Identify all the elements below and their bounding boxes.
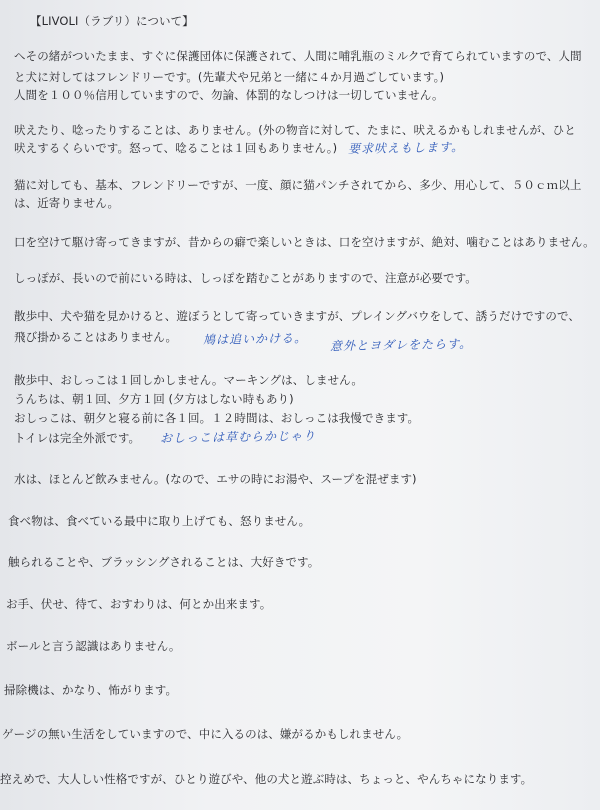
paragraph-line: 散歩中、おしっこは１回しかしません。マーキングは、しません。 (14, 373, 364, 387)
paragraph-line: 飛び掛かることはありません。 (14, 330, 178, 344)
paragraph-line: トイレは完全外派です。 (14, 431, 141, 445)
paragraph-line: しっぽが、長いので前にいる時は、しっぽを踏むことがありますので、注意が必要です。 (14, 271, 477, 285)
paragraph-line: 水は、ほとんど飲みません。(なので、エサの時にお湯や、スープを混ぜます) (14, 472, 417, 486)
handwritten-note: 意外とヨダレをたらす。 (329, 336, 473, 354)
paragraph-line: 触られることや、ブラッシングされることは、大好きです。 (8, 555, 320, 569)
handwritten-note: 要求吠えもします。 (347, 139, 465, 157)
paragraph-line: 吠えたり、唸ったりすることは、ありません。(外の物音に対して、たまに、吠えるかもしれませんが、ひと (14, 123, 576, 137)
paragraph-line: ボールと言う認識はありません。 (6, 639, 181, 653)
paragraph-line: おしっこは、朝夕と寝る前に各１回。１２時間は、おしっこは我慢できます。 (14, 411, 420, 425)
paragraph-line: 吠えするくらいです。怒って、唸ることは１回もありません。) (14, 141, 338, 155)
paragraph-line: 控えめで、大人しい性格ですが、ひとり遊びや、他の犬と遊ぶ時は、ちょっと、やんちゃになります。 (0, 772, 533, 786)
handwritten-note: おしっこは草むらかじゃり (159, 428, 317, 446)
paragraph-line: へその緒がついたまま、すぐに保護団体に保護されて、人間に哺乳瓶のミルクで育てられていますので、人間 (14, 49, 582, 63)
paragraph-line: 人間を１００％信用していますので、勿論、体罰的なしつけは一切していません。 (14, 88, 444, 102)
paragraph-line: 食べ物は、食べている最中に取り上げても、怒りません。 (8, 514, 311, 528)
paragraph-line: 猫に対しても、基本、フレンドリーですが、一度、顔に猫パンチされてから、多少、用心して、５０ｃｍ以上 (14, 178, 582, 192)
paragraph-line: うんちは、朝１回、夕方１回 (夕方はしない時もあり) (14, 392, 294, 406)
handwritten-note: 鳩は追いかける。 (202, 331, 308, 347)
paragraph-line: と犬に対してはフレンドリーです。(先輩犬や兄弟と一緒に４か月過ごしています。) (14, 70, 445, 84)
paragraph-line: 口を空けて駆け寄ってきますが、昔からの癖で楽しいときは、口を空けますが、絶対、噛むことはありません。 (14, 235, 595, 249)
document-title: 【LIVOLI（ラブリ）について】 (30, 14, 194, 28)
paragraph-line: お手、伏せ、待て、おすわりは、何とか出来ます。 (6, 597, 272, 611)
paragraph-line: 散歩中、犬や猫を見かけると、遊ぼうとして寄っていきますが、プレイングバウをして、誘うだけですので、 (14, 309, 580, 323)
paragraph-line: ゲージの無い生活をしていますので、中に入るのは、嫌がるかもしれません。 (2, 727, 409, 741)
paragraph-line: は、近寄りません。 (14, 196, 120, 210)
paragraph-line: 掃除機は、かなり、怖がります。 (4, 683, 178, 697)
